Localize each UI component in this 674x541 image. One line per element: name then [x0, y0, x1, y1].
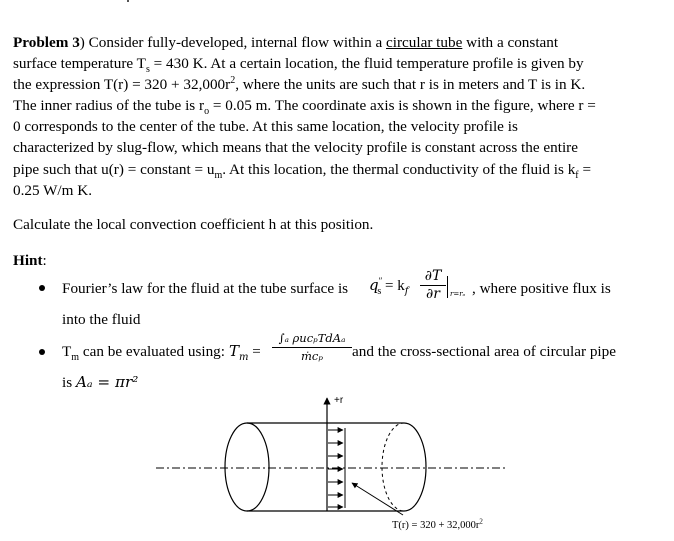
problem-line-1: Problem 3) Consider fully-developed, internal flow within a circular tube with a constant [13, 34, 559, 51]
axis-label: +r [334, 395, 344, 406]
problem-line-6: characterized by slug-flow, which means that the velocity profile is constant across the entire [13, 139, 578, 156]
problem-line-8: 0.25 W/m K. [13, 182, 93, 199]
temperature-pointer [352, 483, 403, 515]
bullet-1-line2: into the fluid [62, 311, 141, 328]
bullet-2-text: $T_m$ can be evaluated using: [62, 343, 225, 364]
eval-subscript: r=rₒ [450, 290, 466, 298]
problem-line-4: The inner radius of the tube is $r_o = 0.05$ m. The coordinate axis is shown in the figure, where r = [13, 97, 596, 118]
bullet-2-after: and the cross-sectional area of circular pipe [352, 343, 616, 360]
tm-fraction: ∫ₐ ρucₚTdAₐ ṁcₚ [272, 330, 352, 364]
temperature-equation: $T(r) = 320 + 32,000r^2$ [392, 517, 483, 531]
problem-line-3: the expression $T(r) = 320 + 32,000r^2$, where the units are such that r is in meters and T is in K. [13, 74, 586, 93]
tube-body [225, 423, 426, 511]
problem-line-2: surface temperature $T_s = 430$ K. At a certain location, the fluid temperature profile is given by [13, 55, 584, 76]
question-text: Calculate the local convection coefficient h at this position. [13, 216, 374, 233]
problem-label: Problem 3 [13, 34, 80, 51]
hint-heading: Hint: [13, 252, 47, 269]
bullet-1-text: Fourier’s law for the fluid at the tube surface is [62, 280, 349, 297]
tm-lhs: $T_m$ = [229, 342, 261, 363]
problem-line-5: 0 corresponds to the center of the tube. At this same location, the velocity profile is [13, 118, 518, 135]
bullet-1-after: , where positive flux is [472, 280, 611, 297]
fourier-fraction: $\frac{\partial T}{\partial r}$ [420, 268, 446, 302]
fourier-lhs: $q''_s = k_f$ [369, 276, 409, 297]
problem-line-7: pipe such that u(r) = constant = $u_m$. At this location, the thermal conductivity of the fluid is $k_f$ = [13, 161, 592, 182]
bullet-2-line2: is Aₐ = πr² [62, 373, 139, 391]
